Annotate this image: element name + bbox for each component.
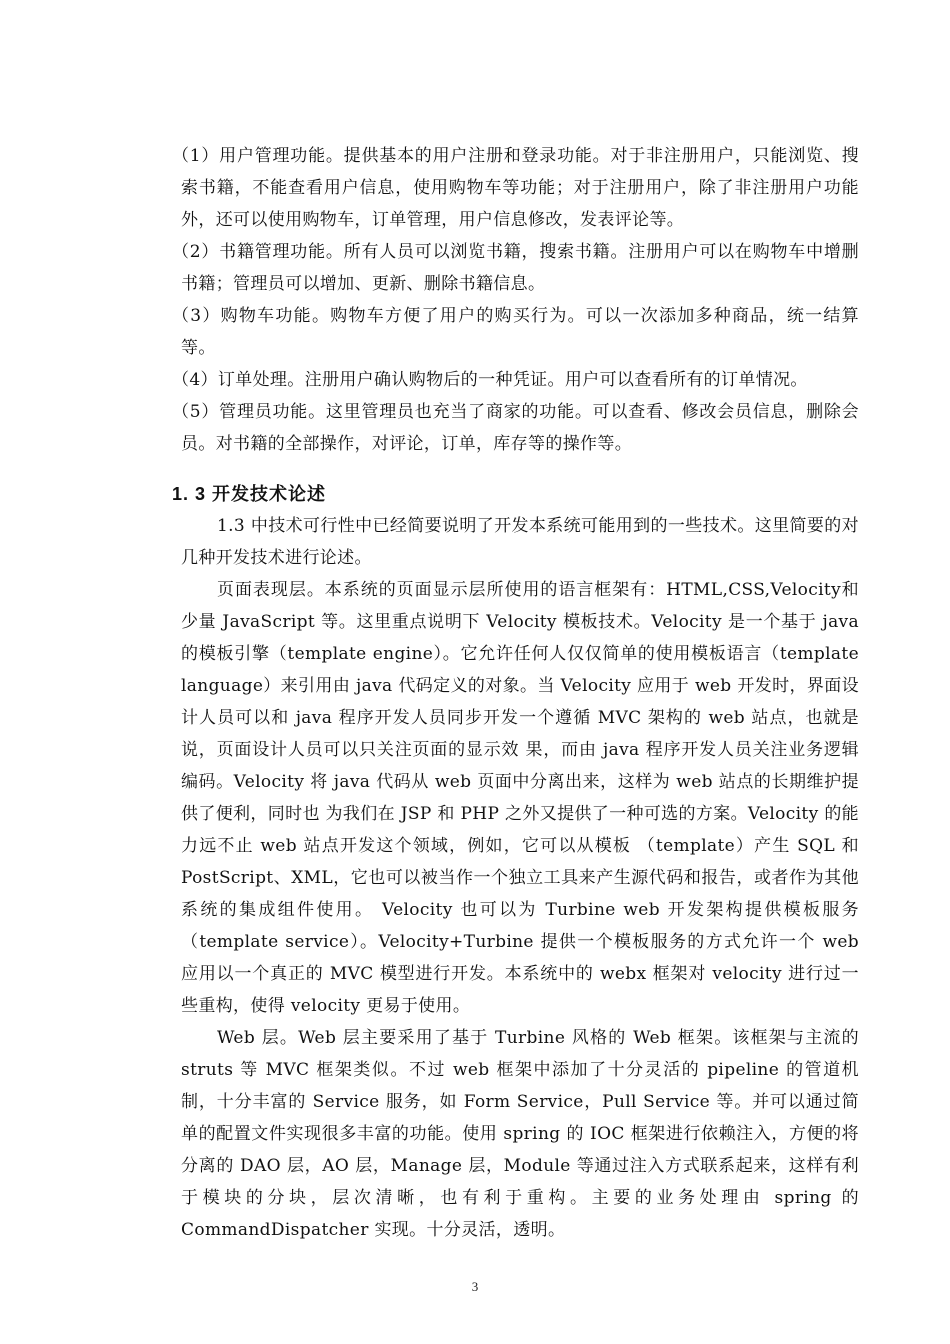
function-item-book-management: （2）书籍管理功能。所有人员可以浏览书籍，搜索书籍。注册用户可以在购物车中增删书籍；管理员可以增加、更新、删除书籍信息。 (172, 242, 859, 294)
page-body (172, 140, 860, 1246)
function-item-shopping-cart: （3）购物车功能。购物车方便了用户的购买行为。可以一次添加多种商品，统一结算等。 (172, 306, 859, 358)
page-number: 3 (471, 1279, 479, 1294)
function-item-user-management: （1）用户管理功能。提供基本的用户注册和登录功能。对于非注册用户，只能浏览、搜索书籍，不能查看用户信息，使用购物车等功能；对于注册用户，除了非注册用户功能外，还可以使用购物车，订单管理，用户信息修改，发表评论等。 (172, 146, 859, 230)
paragraph-web-layer: Web 层。Web 层主要采用了基于 Turbine 风格的 Web 框架。该框架与主流的 struts 等 MVC 框架类似。不过 web 框架中添加了十分灵活的 pipeline 的管道机制，十分丰富的 Service 服务，如 Form Service，Pull Service 等。并可以通过简单的配置文件实现很多丰富的功能。使用 spring 的 IOC 框架进行依赖注入，方便的将分离的 DAO 层，AO 层，Manage 层，Module 等通过注入方式联系起来，这样有利于模块的分块，层次清晰，也有利于重构。主要的业务处理由 spring 的 CommandDispatcher 实现。十分灵活，透明。 (181, 1028, 859, 1240)
paragraph-intro: 1.3 中技术可行性中已经简要说明了开发本系统可能用到的一些技术。这里简要的对几种开发技术进行论述。 (181, 516, 859, 568)
section-heading: 1. 3 开发技术论述 (172, 484, 327, 504)
function-item-admin: （5）管理员功能。这里管理员也充当了商家的功能。可以查看、修改会员信息，删除会员。对书籍的全部操作，对评论，订单，库存等的操作等。 (172, 402, 859, 454)
function-item-order-processing: （4）订单处理。注册用户确认购物后的一种凭证。用户可以查看所有的订单情况。 (172, 370, 808, 390)
paragraph-presentation-layer: 页面表现层。本系统的页面显示层所使用的语言框架有：HTML,CSS,Velocity和少量 JavaScript 等。这里重点说明下 Velocity 模板技术。Velocity 是一个基于 java 的模板引擎（template engine）。它允许任何人仅仅简单的使用模板语言（template language）来引用由 java 代码定义的对象。当 Velocity 应用于 web 开发时，界面设计人员可以和 java 程序开发人员同步开发一个遵循 MVC 架构的 web 站点，也就是说，页面设计人员可以只关注页面的显示效 果，而由 java 程序开发人员关注业务逻辑编码。Velocity 将 java 代码从 web 页面中分离出来，这样为 web 站点的长期维护提供了便利，同时也 为我们在 JSP 和 PHP 之外又提供了一种可选的方案。Velocity 的能力远不止 web 站点开发这个领域，例如，它可以从模板 （template）产生 SQL 和 PostScript、XML，它也可以被当作一个独立工具来产生源代码和报告，或者作为其他系统的集成组件使用。 Velocity 也可以为 Turbine web 开发架构提供模板服务（template service）。Velocity+Turbine 提供一个模板服务的方式允许一个 web 应用以一个真正的 MVC 模型进行开发。本系统中的 webx 框架对 velocity 进行过一些重构，使得 velocity 更易于使用。 (181, 580, 860, 1016)
